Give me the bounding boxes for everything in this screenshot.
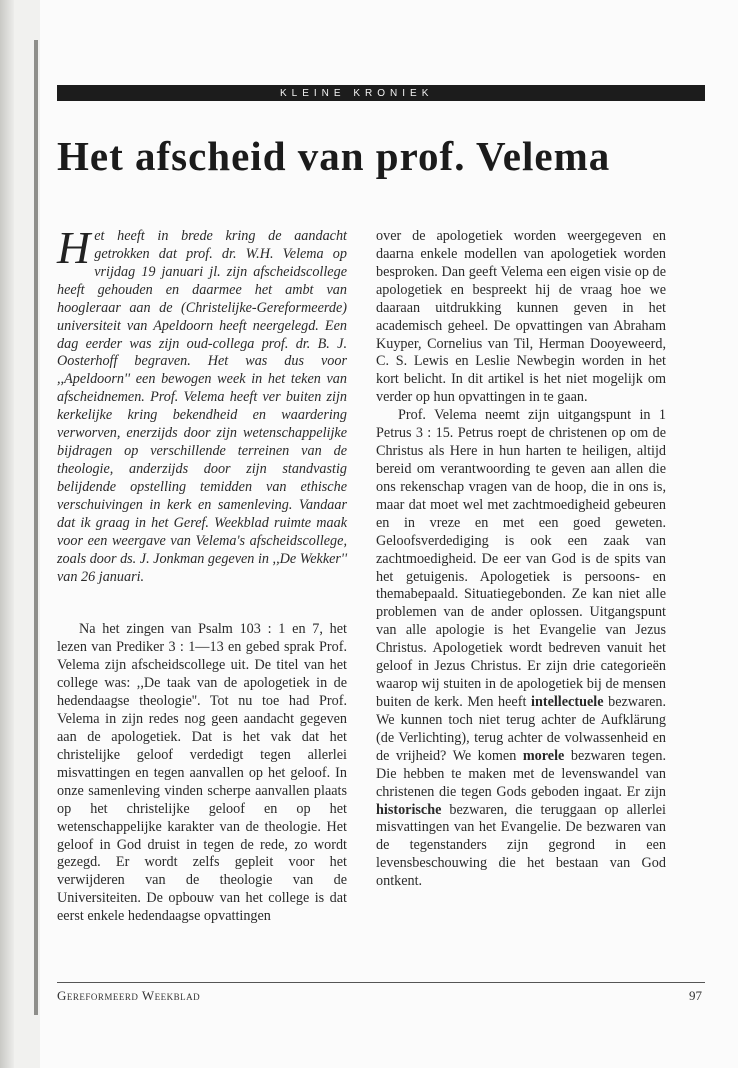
emphasis-historische: historische [376, 801, 442, 818]
para3-part-d: bezwaren, die teruggaan op allerlei misvattingen van het Evangelie. De bezwaren van de tegenstanders zijn gegrond in een levensbeschouwing die het bestaan van God ontkent. [376, 801, 666, 890]
column-left [57, 222, 348, 926]
body-paragraph-1: Na het zingen van Psalm 103 : 1 en 7, het lezen van Prediker 3 : 1—13 en gebed sprak Prof. Velema zijn afscheidscollege uit. De titel van het college was: ,,De taak van de apologetiek in de hedendaagse theologie''. Tot nu toe had Prof. Velema in zijn redes nog geen aandacht gegeven aan de apologetiek. Dat is het vak dat het christelijke geloof verdedigt tegen allerlei misvattingen en tegen aanvallen op het geloof. In onze samenleving vinden scherpe aanvallen plaats op het christelijke geloof en op het wetenschappelijke karakter van de theologie. Het geloof in God druist in tegen de rede, zo wordt gezegd. Er wordt zelfs gepleit voor het verwijderen van de theologie van de Universiteiten. De opbouw van het college is dat eerst enkele hedendaagse opvattingen [57, 621, 347, 925]
para3-part-a: Prof. Velema neemt zijn uitgangspunt in 1 Petrus 3 : 15. Petrus roept de christenen op om de Christus als Here in hun harten te heiligen, altijd bereid om verantwoording te geven aan allen die ons rekenschap vragen van de hoop, die in ons is, maar dat moet wel met zachtmoedigheid gebeuren en in vreze en met een goed geweten. Geloofsverdediging is ook een zaak van zachtmoedigheid. De eer van God is de spits van het getuigenis. Apologetiek is persoons- en themabepaald. Situatiegebonden. Ze kan niet alle problemen van de ander oplossen. Uitgangspunt van alle apologie is het Evangelie van Jezus Christus. Apologetiek wordt bedreven vanuit het geloof in Jezus Christus. Er zijn drie categorieën waarop wij stuiten in de apologetiek bij de mensen buiten de kerk. Men heeft [376, 407, 666, 710]
article-headline: Het afscheid van prof. Velema [57, 133, 611, 179]
emphasis-morele: morele [522, 747, 565, 764]
para3-part-b: bezwaren. We kunnen toch niet terug achter de Aufklärung (de Verlichting), terug achter de volwassenheid en de vrijheid? We komen [376, 693, 667, 764]
emphasis-intellectuele: intellectuele [531, 693, 604, 710]
body-paragraph-2: over de apologetiek worden weergegeven en daarna enkele modellen van apologetiek worden besproken. Dan geeft Velema een eigen visie op de apologetiek en bespreekt hij de vraag hoe we daaraan uitdrukking kunnen geven in het academisch geheel. De opvattingen van Abraham Kuyper, Cornelius van Til, Herman Dooyeweerd, C. S. Lewis en Leslie Newbegin worden in het kort belicht. In dit artikel is het niet mogelijk om verder op hun opvattingen in te gaan. [376, 228, 666, 406]
para3-part-c: bezwaren tegen. Die hebben te maken met de levenswandel van christenen die tegen Gods geboden ingaat. Er zijn [376, 747, 666, 800]
page-shadow [0, 0, 14, 1068]
intro-paragraph [57, 222, 348, 586]
footer-publication: Gereformeerd Weekblad [57, 988, 201, 1003]
page-number: 97 [689, 988, 702, 1003]
intro-text: et heeft in brede kring de aandacht getrokken dat prof. dr. W.H. Velema op vrijdag 19 januari jl. zijn afscheidscollege heeft gehouden en daarmee het ambt van hoogleraar aan de (Christelijke-Gereformeerde) universiteit van Apeldoorn heeft neergelegd. Een dag eerder was zijn oud-collega prof. dr. B. J. Oosterhoff begraven. Het was dus voor ,,Apeldoorn'' een bewogen week in het teken van afscheidnemen. Prof. Velema heeft ver buiten zijn kerkelijke kring bekendheid en waardering verworven, enerzijds door zijn wetenschappelijke bijdragen op verschillende terreinen van de theologie, anderzijds door zijn standvastig belijdende opstelling temidden van ethische verschuivingen in kerk en samenleving. Vandaar dat ik graag in het Geref. Weekblad ruimte maak voor een weergave van Velema's afscheidscollege, zoals door ds. J. Jonkman gegeven in ,,De Wekker'' van 26 januari. [57, 228, 348, 585]
magazine-page [42, 20, 720, 1050]
footer-rule [57, 982, 705, 983]
binding-line [34, 40, 38, 1015]
body-paragraph-3 [376, 407, 666, 891]
rubric-label: KLEINE KRONIEK [280, 88, 434, 99]
column-right [376, 228, 666, 891]
drop-cap: H [57, 222, 91, 273]
